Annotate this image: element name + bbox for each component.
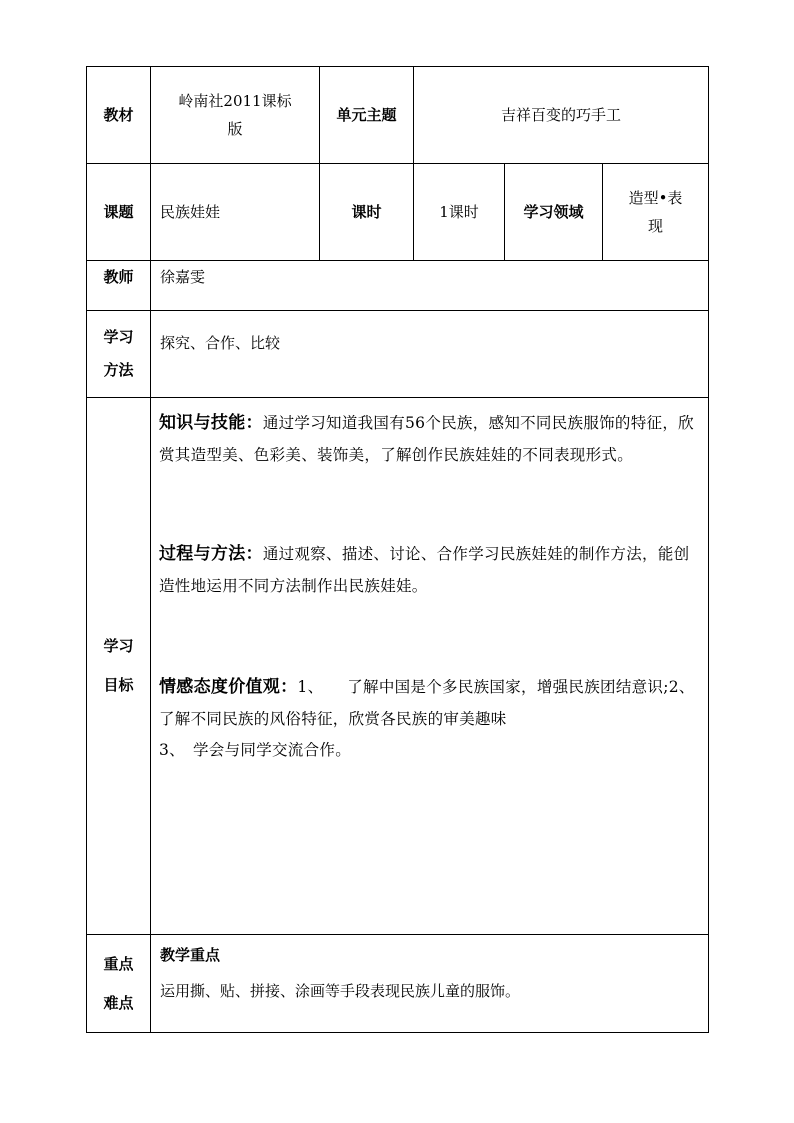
row-method	[87, 311, 709, 398]
keypoints-label-line1: 重点	[103, 954, 134, 973]
goal-emotion-head: 情感态度价值观：	[159, 677, 298, 697]
teacher-label: 教师	[87, 261, 151, 311]
goals-content	[151, 398, 719, 935]
domain-value	[603, 164, 709, 261]
textbook-value	[151, 67, 320, 164]
keypoints-content	[151, 935, 709, 1033]
keypoints-head: 教学重点	[160, 946, 221, 964]
teacher-value: 徐嘉雯	[151, 261, 709, 311]
method-label	[87, 311, 151, 398]
goal-knowledge	[159, 406, 700, 471]
goal-emotion-text1: 1、 了解中国是个多民族国家，增强民族团结意识;2、 了解不同民族的风俗特征，欣赏各民族的审美趣味	[159, 678, 719, 728]
goals-label	[87, 398, 151, 935]
goal-knowledge-head: 知识与技能：	[159, 413, 263, 433]
unit-value: 吉祥百变的巧手工	[414, 67, 709, 164]
textbook-value-line1: 岭南社2011课标	[178, 91, 292, 110]
keypoints-label	[87, 935, 151, 1033]
topic-label: 课题	[87, 164, 151, 261]
goal-emotion	[159, 670, 719, 766]
unit-label: 单元主题	[320, 67, 414, 164]
domain-value-line1: 造型•表	[628, 188, 683, 207]
domain-value-line2: 现	[648, 217, 664, 235]
row-teacher	[87, 261, 709, 311]
method-value: 探究、合作、比较	[151, 311, 709, 398]
textbook-label: 教材	[87, 67, 151, 164]
domain-label: 学习领域	[505, 164, 603, 261]
keypoints-text: 运用撕、贴、拼接、涂画等手段表现民族儿童的服饰。	[160, 982, 521, 1000]
goals-label-line1: 学习	[103, 637, 134, 655]
method-label-line1: 学习	[103, 328, 134, 346]
hours-label: 课时	[320, 164, 414, 261]
row-goals	[87, 398, 709, 935]
textbook-value-line2: 版	[227, 120, 243, 138]
row-keypoints	[87, 935, 709, 1033]
lesson-plan-table	[86, 66, 719, 1033]
row-lesson	[87, 164, 709, 261]
hours-value: 1课时	[414, 164, 505, 261]
goal-process	[159, 537, 700, 602]
goal-process-head: 过程与方法：	[159, 544, 263, 564]
goal-knowledge-text: 通过学习知道我国有56个民族，感知不同民族服饰的特征，欣赏其造型美、色彩美、装饰美，了解创作民族娃娃的不同表现形式。	[159, 414, 694, 464]
topic-value: 民族娃娃	[151, 164, 320, 261]
method-label-line2: 方法	[103, 361, 134, 379]
row-textbook	[87, 67, 709, 164]
goals-label-line2: 目标	[103, 676, 134, 694]
goal-process-text: 通过观察、描述、讨论、合作学习民族娃娃的制作方法，能创造性地运用不同方法制作出民族娃娃。	[159, 545, 690, 595]
goal-emotion-text2: 3、 学会与同学交流合作。	[159, 741, 352, 759]
keypoints-label-line2: 难点	[103, 993, 134, 1012]
